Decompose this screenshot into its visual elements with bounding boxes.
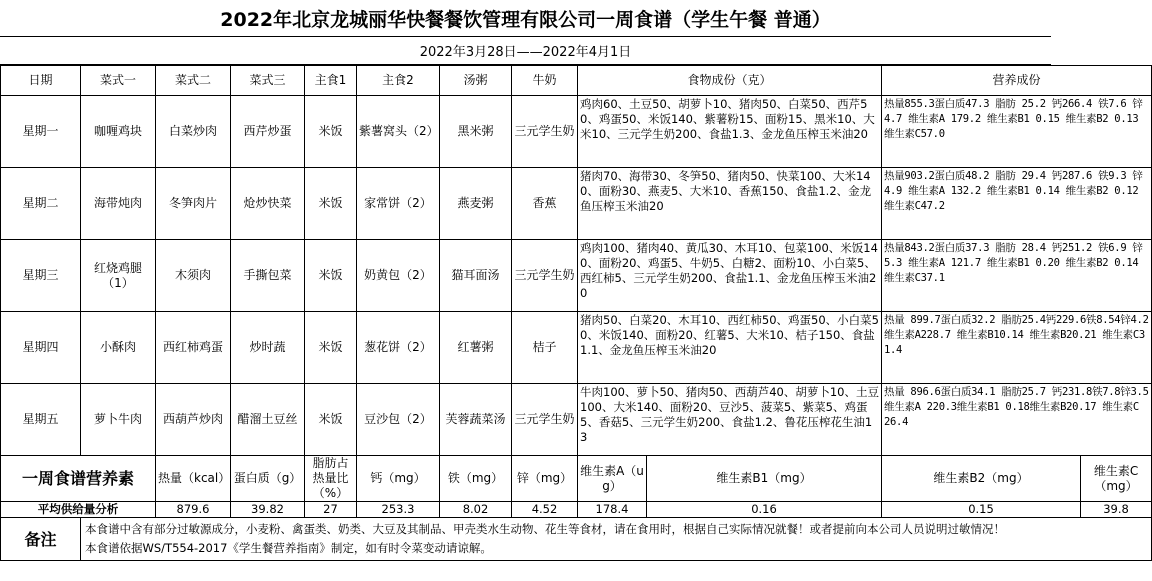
summary-col-header: 锌（mg） <box>512 456 578 502</box>
date-range: 2022年3月28日——2022年4月1日 <box>0 37 1051 65</box>
summary-col-header: 脂肪占热量比（%） <box>305 456 357 502</box>
day-row-monday <box>1 96 1152 168</box>
nutrition-cell: 热量 896.6蛋白质34.1 脂肪25.7 钙231.8铁7.8锌3.5维生素A 220.3维生素B1 0.18维生素B20.17 维生素C 26.4 <box>882 384 1152 456</box>
header-cell-nutrition: 营养成份 <box>882 66 1152 96</box>
staple2-cell: 家常饼（2） <box>357 168 440 240</box>
nutrition-cell: 热量843.2蛋白质37.3 脂肪 28.4 钙251.2 铁6.9 锌5.3 维生素A 121.7 维生素B1 0.20 维生素B2 0.14 维生素C37.1 <box>882 240 1152 312</box>
staple1-cell: 米饭 <box>305 312 357 384</box>
dish3-cell: 西芹炒蛋 <box>231 96 305 168</box>
menu-table <box>0 65 1152 561</box>
header-cell: 菜式三 <box>231 66 305 96</box>
staple1-cell: 米饭 <box>305 168 357 240</box>
notes-text <box>81 518 1152 561</box>
day-cell: 星期二 <box>1 168 81 240</box>
staple2-cell: 葱花饼（2） <box>357 312 440 384</box>
dish3-cell: 炒时蔬 <box>231 312 305 384</box>
summary-header-row <box>1 456 1152 502</box>
summary-col-header: 维生素A（ug） <box>578 456 647 502</box>
day-row-friday <box>1 384 1152 456</box>
day-cell: 星期三 <box>1 240 81 312</box>
summary-col-header: 铁（mg） <box>440 456 512 502</box>
nutrition-cell: 热量 899.7蛋白质32.2 脂肪25.4钙229.6铁8.54锌4.2 维生素A228.7 维生素B10.14 维生素B20.21 维生素C31.4 <box>882 312 1152 384</box>
day-row-wednesday <box>1 240 1152 312</box>
dish3-cell: 醋溜土豆丝 <box>231 384 305 456</box>
summary-value: 0.16 <box>647 502 882 518</box>
notes-line-2: 本食谱依据WS/T554-2017《学生餐营养指南》制定，如有时令菜变动请谅解。 <box>85 541 492 555</box>
staple1-cell: 米饭 <box>305 384 357 456</box>
header-cell: 主食1 <box>305 66 357 96</box>
summary-col-header: 热量（kcal） <box>156 456 231 502</box>
summary-values-row <box>1 502 1152 518</box>
soup-cell: 猫耳面汤 <box>440 240 512 312</box>
staple1-cell: 米饭 <box>305 96 357 168</box>
dish1-cell: 咖喱鸡块 <box>81 96 156 168</box>
summary-value: 39.82 <box>231 502 305 518</box>
nutrition-cell: 热量903.2蛋白质48.2 脂肪 29.4 钙287.6 铁9.3 锌4.9 维生素A 132.2 维生素B1 0.14 维生素B2 0.12 维生素C47.2 <box>882 168 1152 240</box>
header-cell: 汤粥 <box>440 66 512 96</box>
dish1-cell: 萝卜牛肉 <box>81 384 156 456</box>
day-cell: 星期五 <box>1 384 81 456</box>
soup-cell: 黑米粥 <box>440 96 512 168</box>
notes-label: 备注 <box>1 518 81 561</box>
dish2-cell: 西红柿鸡蛋 <box>156 312 231 384</box>
staple2-cell: 奶黄包（2） <box>357 240 440 312</box>
ingredients-cell: 鸡肉60、土豆50、胡萝卜10、猪肉50、白菜50、西芹50、鸡蛋50、米饭140、紫薯粉15、面粉15、黑米10、大米10、三元学生奶200、食盐1.3、金龙鱼压榨玉米油20 <box>578 96 882 168</box>
summary-value: 8.02 <box>440 502 512 518</box>
milk-cell: 三元学生奶 <box>512 384 578 456</box>
dish1-cell: 红烧鸡腿（1） <box>81 240 156 312</box>
day-cell: 星期四 <box>1 312 81 384</box>
notes-row <box>1 518 1152 561</box>
summary-col-header: 蛋白质（g） <box>231 456 305 502</box>
ingredients-cell: 猪肉50、白菜20、木耳10、西红柿50、鸡蛋50、小白菜50、米饭140、面粉20、红薯5、大米10、桔子150、食盐1.1、金龙鱼压榨玉米油20 <box>578 312 882 384</box>
header-cell: 主食2 <box>357 66 440 96</box>
dish2-cell: 冬笋肉片 <box>156 168 231 240</box>
ingredients-cell: 牛肉100、萝卜50、猪肉50、西葫芦40、胡萝卜10、土豆100、大米140、面粉20、豆沙5、菠菜5、紫菜5、鸡蛋5、香菇5、三元学生奶200、食盐1.2、鲁花压榨花生油13 <box>578 384 882 456</box>
milk-cell: 香蕉 <box>512 168 578 240</box>
summary-col-header: 钙（mg） <box>357 456 440 502</box>
soup-cell: 芙蓉蔬菜汤 <box>440 384 512 456</box>
ingredients-cell: 鸡肉100、猪肉40、黄瓜30、木耳10、包菜100、米饭140、面粉20、鸡蛋5、牛奶5、白糖2、面粉10、小白菜5、西红柿5、三元学生奶200、食盐1.1、金龙鱼压榨玉米油20 <box>578 240 882 312</box>
milk-cell: 三元学生奶 <box>512 96 578 168</box>
summary-value: 39.8 <box>1081 502 1152 518</box>
summary-value: 879.6 <box>156 502 231 518</box>
summary-col-header: 维生素B1（mg） <box>647 456 882 502</box>
dish2-cell: 西葫芦炒肉 <box>156 384 231 456</box>
staple1-cell: 米饭 <box>305 240 357 312</box>
soup-cell: 红薯粥 <box>440 312 512 384</box>
day-row-thursday <box>1 312 1152 384</box>
summary-value: 4.52 <box>512 502 578 518</box>
dish1-cell: 小酥肉 <box>81 312 156 384</box>
day-cell: 星期一 <box>1 96 81 168</box>
summary-col-header: 维生素C（mg） <box>1081 456 1152 502</box>
milk-cell: 桔子 <box>512 312 578 384</box>
day-row-tuesday <box>1 168 1152 240</box>
dish3-cell: 炝炒快菜 <box>231 168 305 240</box>
dish2-cell: 木须肉 <box>156 240 231 312</box>
summary-value: 253.3 <box>357 502 440 518</box>
staple2-cell: 豆沙包（2） <box>357 384 440 456</box>
summary-label: 一周食谱营养素 <box>1 456 156 502</box>
summary-value: 27 <box>305 502 357 518</box>
header-row <box>1 66 1152 96</box>
page-title: 2022年北京龙城丽华快餐餐饮管理有限公司一周食谱（学生午餐 普通） <box>0 0 1051 37</box>
header-cell: 牛奶 <box>512 66 578 96</box>
header-cell-ingredients: 食物成份（克） <box>578 66 882 96</box>
nutrition-cell: 热量855.3蛋白质47.3 脂肪 25.2 钙266.4 铁7.6 锌4.7 维生素A 179.2 维生素B1 0.15 维生素B2 0.13 维生素C57.0 <box>882 96 1152 168</box>
header-cell: 菜式一 <box>81 66 156 96</box>
dish1-cell: 海带炖肉 <box>81 168 156 240</box>
soup-cell: 燕麦粥 <box>440 168 512 240</box>
summary-value: 178.4 <box>578 502 647 518</box>
summary-col-header: 维生素B2（mg） <box>882 456 1081 502</box>
staple2-cell: 紫薯窝头（2） <box>357 96 440 168</box>
header-cell: 菜式二 <box>156 66 231 96</box>
ingredients-cell: 猪肉70、海带30、冬笋50、猪肉50、快菜100、大米140、面粉30、燕麦5、大米10、香蕉150、食盐1.2、金龙鱼压榨玉米油20 <box>578 168 882 240</box>
dish3-cell: 手撕包菜 <box>231 240 305 312</box>
dish2-cell: 白菜炒肉 <box>156 96 231 168</box>
milk-cell: 三元学生奶 <box>512 240 578 312</box>
header-cell: 日期 <box>1 66 81 96</box>
notes-line-1: 本食谱中含有部分过敏源成分，小麦粉、禽蛋类、奶类、大豆及其制品、甲壳类水生动物、花生等食材，请在食用时，根据自己实际情况就餐！或者提前向本公司人员说明过敏情况！ <box>85 522 1005 536</box>
summary-value: 0.15 <box>882 502 1081 518</box>
avg-label: 平均供给量分析 <box>1 502 156 518</box>
